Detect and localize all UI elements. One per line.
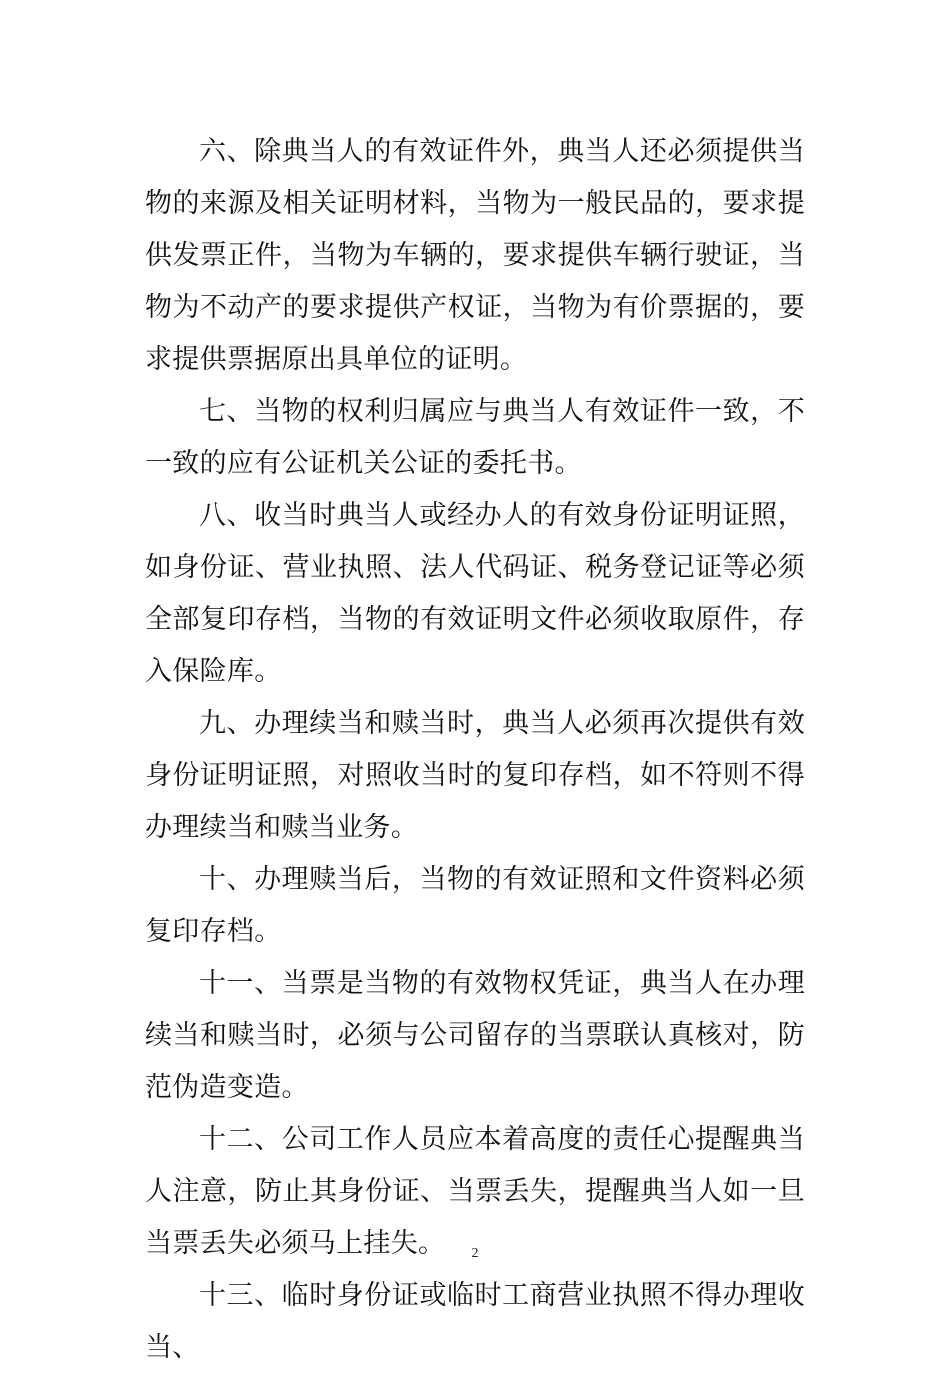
page-number: 2 bbox=[471, 1246, 479, 1261]
paragraph-7: 七、当物的权利归属应与典当人有效证件一致，不一致的应有公证机关公证的委托书。 bbox=[145, 396, 805, 479]
paragraph-10: 十、办理赎当后，当物的有效证照和文件资料必须复印存档。 bbox=[145, 864, 805, 947]
paragraph-13: 十三、临时身份证或临时工商营业执照不得办理收当、 bbox=[145, 1280, 805, 1363]
paragraph-8: 八、收当时典当人或经办人的有效身份证明证照，如身份证、营业执照、法人代码证、税务登记证等必须全部复印存档，当物的有效证明文件必须收取原件，存入保险库。 bbox=[145, 500, 805, 687]
paragraph-12: 十二、公司工作人员应本着高度的责任心提醒典当人注意，防止其身份证、当票丢失，提醒典当人如一旦当票丢失必须马上挂失。 bbox=[145, 1124, 805, 1259]
paragraph-6: 六、除典当人的有效证件外，典当人还必须提供当物的来源及相关证明材料，当物为一般民品的，要求提供发票正件，当物为车辆的，要求提供车辆行驶证，当物为不动产的要求提供产权证，当物为有价票据的，要求提供票据原出具单位的证明。 bbox=[145, 136, 805, 375]
paragraph-9: 九、办理续当和赎当时，典当人必须再次提供有效身份证明证照，对照收当时的复印存档，如不符则不得办理续当和赎当业务。 bbox=[145, 708, 805, 843]
document-body bbox=[145, 126, 805, 1374]
paragraph-11: 十一、当票是当物的有效物权凭证，典当人在办理续当和赎当时，必须与公司留存的当票联认真核对，防范伪造变造。 bbox=[145, 968, 805, 1103]
